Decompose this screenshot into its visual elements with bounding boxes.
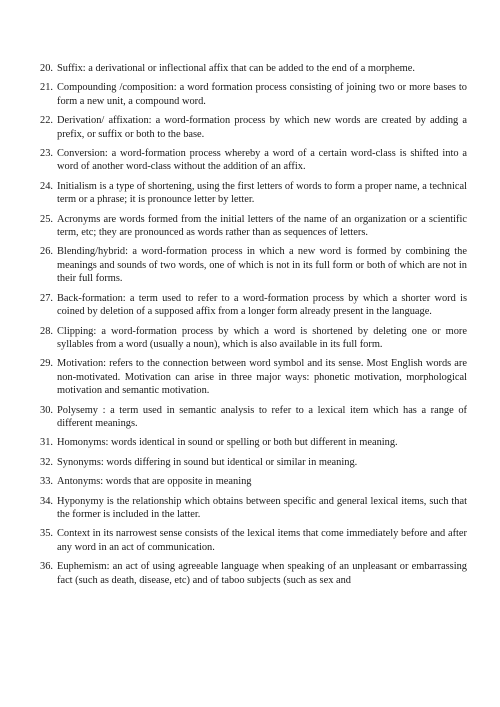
entry-text: Acronyms are words formed from the initial letters of the name of an organization or a scientific term, etc; they are pronounced as words rather than as sequences of letters.: [57, 213, 467, 239]
entry-number: 34.: [40, 495, 53, 507]
entry-text: Back-formation: a term used to refer to a word-formation process by which a shorter word is coined by deletion of a supposed affix from a longer form already present in the language.: [57, 292, 467, 318]
entry-27: [40, 292, 467, 319]
entry-31: [40, 436, 467, 449]
entry-21: [40, 81, 467, 108]
entry-25: [40, 213, 467, 240]
entry-number: 25.: [40, 213, 53, 225]
entry-text: Synonyms: words differing in sound but identical or similar in meaning.: [57, 456, 358, 468]
entry-text: Initialism is a type of shortening, using the first letters of words to form a proper name, a technical term or a phrase; it is pronounce letter by letter.: [57, 180, 467, 206]
entry-text: Euphemism: an act of using agreeable language when speaking of an unpleasant or embarrassing fact (such as death, disease, etc) and of taboo subjects (such as sex and: [57, 561, 467, 586]
entry-22: [40, 114, 467, 141]
entry-text: Motivation: refers to the connection between word symbol and its sense. Most English words are non-motivated. Motivation can arise in three major ways: phonetic motivation, morphological motivation and semantic motivation.: [57, 358, 467, 397]
entry-number: 22.: [40, 115, 53, 127]
entry-number: 26.: [40, 246, 53, 258]
entry-32: [40, 456, 467, 469]
entry-number: 31.: [40, 437, 53, 449]
entry-34: [40, 495, 467, 522]
entry-36: [40, 560, 467, 587]
entry-29: [40, 357, 467, 397]
entry-text: Polysemy : a term used in semantic analysis to refer to a lexical item which has a range of different meanings.: [57, 404, 467, 429]
entry-28: [40, 325, 467, 352]
entry-23: [40, 147, 467, 174]
entry-text: Clipping: a word-formation process by which a word is shortened by deleting one or more syllables from a word (usually a noun), which is also available in its full form.: [57, 325, 467, 350]
entry-number: 28.: [40, 325, 53, 337]
entry-text: Hyponymy is the relationship which obtains between specific and general lexical items, such that the former is included in the latter.: [57, 495, 467, 520]
entry-text: Blending/hybrid: a word-formation process in which a new word is formed by combining the meanings and sounds of two words, one of which is not in its full form or both of which are not in their full forms.: [57, 246, 467, 285]
entry-20: [40, 62, 467, 75]
entry-24: [40, 180, 467, 207]
entry-number: 36.: [40, 561, 53, 573]
entry-33: [40, 475, 467, 488]
entry-number: 32.: [40, 456, 53, 468]
entry-number: 29.: [40, 358, 53, 370]
entry-number: 23.: [40, 148, 53, 160]
entry-number: 30.: [40, 404, 53, 416]
entry-number: 35.: [40, 528, 53, 540]
entry-35: [40, 527, 467, 554]
entry-number: 21.: [40, 82, 53, 94]
entry-number: 24.: [40, 180, 53, 192]
entry-number: 27.: [40, 292, 53, 304]
entry-number: 33.: [40, 476, 53, 488]
entry-text: Homonyms: words identical in sound or spelling or both but different in meaning.: [57, 437, 398, 449]
entry-text: Context in its narrowest sense consists of the lexical items that come immediately before and after any word in an act of communication.: [57, 528, 467, 553]
entry-text: Conversion: a word-formation process whereby a word of a certain word-class is shifted into a word of another word-class without the addition of an affix.: [57, 148, 467, 173]
entry-text: Derivation/ affixation: a word-formation process by which new words are created by adding a prefix, or suffix or both to the base.: [57, 115, 467, 140]
entry-text: Compounding /composition: a word formation process consisting of joining two or more bases to form a new unit, a compound word.: [57, 82, 467, 107]
entry-number: 20.: [40, 63, 53, 74]
entry-26: [40, 245, 467, 285]
entry-30: [40, 404, 467, 431]
entry-text: Suffix: a derivational or inflectional affix that can be added to the end of a morpheme.: [57, 63, 415, 74]
entry-text: Antonyms: words that are opposite in meaning: [57, 476, 252, 488]
